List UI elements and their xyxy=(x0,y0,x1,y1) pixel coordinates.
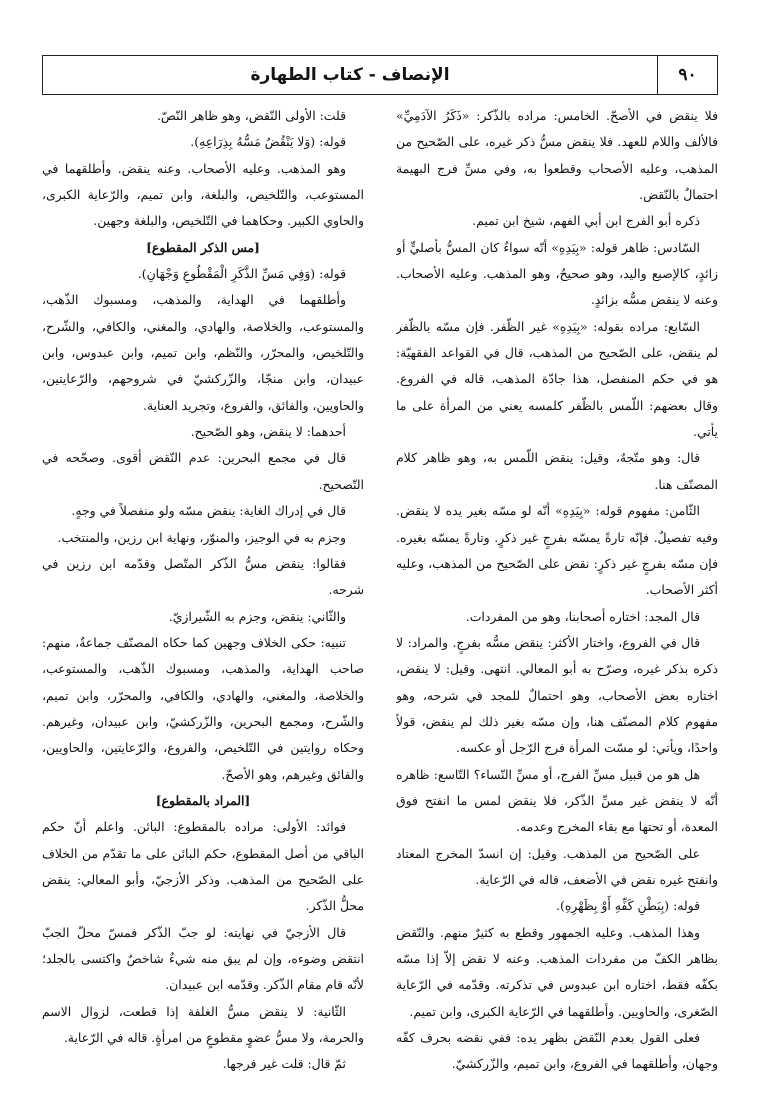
paragraph: السّابع: مراده بقوله: «بِيَدِهِ» غير الظّفر. فإن مسّه بالظّفر لم ينقض، على الصّحيح من المذهب، قال في القواعد الفقهيّة: هو في حكم المنفصل، هذا جادّة المذهب، قاله في الفروع. وقال بعضهم: اللّمس بالظّفر كلمسه يعني من المرأة على ما يأتي. xyxy=(396,318,718,440)
paragraph: وجزم به في الوجيز، والمنوّر، ونهاية ابن رزين، والمنتخب. xyxy=(57,529,346,545)
paragraph: والثّاني: ينقض، وجزم به الشّيرازيّ. xyxy=(168,608,346,624)
right-text-column xyxy=(396,103,718,1088)
paragraph: ثمّ قال: قلت غير فرجها. xyxy=(222,1056,346,1072)
paragraph: قال في الفروع، واختار الأكثر: ينقض مسُّه بفرجٍ. والمراد: لا ذكره بذكر غيره، وصرّح به أبو المعالي. انتهى. وقيل: لا ينقض، اختاره بعض الأصحاب، وهو احتمالٌ للمجد في شرحه، وهو مفهوم كلام المصنّف هنا، وإن مسّه بغير ذلك لم ينقض، قولاً واحدًا، ويأتي: لو مسّت المرأة فرج الرّجل أو عكسه. xyxy=(396,634,718,756)
paragraph: وهو المذهب. وعليه الأصحاب. وعنه ينقض. وأطلقهما في المستوعب، والتّلخيص، والبلغة، وابن تميم، والرّعاية الكبرى، والحاوي الكبير. وحكاهما في التّلخيص، والبلغة وجهين. xyxy=(42,160,364,229)
paragraph: السّادس: ظاهر قوله: «بِيَدِهِ» أنّه سواءٌ كان المسُّ بأصليٍّ أو زائدٍ، كالإصبع واليد، وهو صحيحٌ، وهو المذهب. وعليه الأصحاب. وعنه لا ينقض مسُّه بزائدٍ. xyxy=(396,239,718,308)
page-number: ٩٠ xyxy=(657,56,717,94)
running-title: الإنصاف - كتاب الطهارة xyxy=(250,65,450,85)
paragraph: قال: وهو متّجهٌ، وقيل: ينقض اللّمس به، وهو ظاهر كلام المصنّف هنا. xyxy=(396,450,718,492)
paragraph: قوله: (وَلا يَنْقُضُ مَسُّهُ بِذِرَاعِهِ). xyxy=(190,134,346,150)
paragraph: قلت: الأولى النّقض، وهو ظاهر النّصّ. xyxy=(156,108,346,123)
paragraph: قوله: (بِبَطْنِ كَفِّهِ أَوْ بِظَهْرِهِ). xyxy=(556,898,700,914)
paragraph: على الصّحيح من المذهب. وقيل: إن انسدّ المخرج المعتاد وانفتح غيره نقض في الأضعف، قاله في الرّعاية. xyxy=(396,845,718,887)
paragraph: أحدهما: لا ينقض، وهو الصّحيح. xyxy=(190,424,346,440)
page-header xyxy=(42,55,718,95)
paragraph: قال في إدراك الغاية: ينقض مسّه ولو منفصلاً في وجهٍ. xyxy=(71,503,346,519)
paragraph: وهذا المذهب. وعليه الجمهور وقطع به كثيرٌ منهم. والنّقض بظاهر الكفّ من مفردات المذهب. وعنه لا نقض إلاّ إذا مسّه بكفّه فقط، اختاره ابن عبدوس في تذكرته. وقدّمه في الرّعاية الصّغرى، والحاويين. وأطلقهما في الرّعاية الكبرى، وابن تميم. xyxy=(396,924,718,1019)
paragraph: قوله: (وَفِي مَسِّ الذَّكَرِ الْمَقْطُوعِ وَجْهَانِ). xyxy=(137,266,346,282)
paragraph: هل هو من قبيل مسِّ الفرج، أو مسِّ النّساء؟ التّاسع: ظاهره أنّه لا ينقض غير مسِّ الذّكر، فلا ينقض لمس ما انفتح فوق المعدة، أو تحتها مع بقاء المخرج وعدمه. xyxy=(396,766,718,835)
paragraph: فعلى القول بعدم النّقض بظهر يده: ففي نقضه بحرف كفّه وجهان، وأطلقهما في الفروع، وابن تميم، والزّركشيّ. xyxy=(396,1030,718,1072)
paragraph: قال المجد: اختاره أصحابنا، وهو من المفردات. xyxy=(465,608,700,624)
paragraph: وأطلقهما في الهداية، والمذهب، ومسبوك الذّهب، والمستوعب، والخلاصة، والهادي، والمغني، والكافي، والشّرح، والتّلخيص، والمحرّر، والنّظم، وابن تميم، وابن عبدوس، وابن عبيدان، وابن منجّا، والزّركشيّ في شروحهم، والرّعايتين، والحاويين، والفائق، والفروع، وتجريد العناية. xyxy=(42,292,364,413)
left-text-column xyxy=(42,103,364,1088)
paragraph: فوائد: الأولى: مراده بالمقطوع: البائن. واعلم أنّ حكم الباقي من أصل المقطوع، حكم البائن على ما تقدّم من الخلاف على الصّحيح من المذهب. وذكر الأزجيّ، وأبو المعالي: ينقض محلُّ الذّكر. xyxy=(42,819,364,914)
paragraph: فلا ينقض في الأصحّ. الخامس: مراده بالذّكر: «ذَكَرُ الآدَمِيِّ» فالألف واللام للعهد. فلا ينقض مسُّ ذكر غيره، على الصّحيح من المذهب، وعليه الأصحاب وقطعوا به، وفي مسِّ فرج البهيمة احتمالٌ بالنّقض. xyxy=(396,108,718,203)
paragraph: ذكره أبو الفرج ابن أبي الفهم، شيخ ابن تميم. xyxy=(472,213,700,229)
paragraph: قال في مجمع البحرين: عدم النّقض أقوى. وصحّحه في التّصحيح. xyxy=(42,450,364,492)
paragraph: قال الأزجيّ في نهايته: لو جبّ الذّكر فمسّ محلّ الجبّ انتقض وضوءه، وإن لم يبق منه شيءٌ شاخصٌ واكتسى بالجلد؛ لأنّه قام مقام الذّكر. وقدّمه ابن عبيدان. xyxy=(42,924,364,993)
section-heading: [المراد بالمقطوع] xyxy=(155,792,251,808)
paragraph: الثّامن: مفهوم قوله: «بِيَدِهِ» أنّه لو مسّه بغير يده لا ينقض. وفيه تفصيلٌ. فإنّه تارةً يمسّه بفرجٍ غير ذكرٍ. وتارةً يمسّه بغيره. فإن مسّه بفرجٍ غير ذكرٍ: نقض على الصّحيح من المذهب، وعليه أكثر الأصحاب. xyxy=(396,503,718,598)
paragraph: فقالوا: ينقض مسُّ الذّكر المتّصل وقدّمه ابن رزين في شرحه. xyxy=(42,555,364,598)
section-heading: [مس الذكر المقطوع] xyxy=(146,239,260,255)
paragraph: تنبيه: حكى الخلاف وجهين كما حكاه المصنّف جماعةٌ، منهم: صاحب الهداية، والمذهب، ومسبوك الذّهب، والمستوعب، والخلاصة، والمغني، والهادي، والكافي، والمحرّر، وابن تميم، والشّرح، ومجمع البحرين، والزّركشيّ، وابن عبيدان، وغيرهم. وحكاه روايتين في التّلخيص، والفروع، والرّعايتين، والحاويين، والفائق وغيرهم، وهو الأصحّ. xyxy=(42,634,364,782)
paragraph: الثّانية: لا ينقض مسُّ الغلفة إذا قطعت، لزوال الاسم والحرمة، ولا مسُّ عضوٍ مقطوعٍ من امرأةٍ. قاله في الرّعاية. xyxy=(42,1003,364,1046)
